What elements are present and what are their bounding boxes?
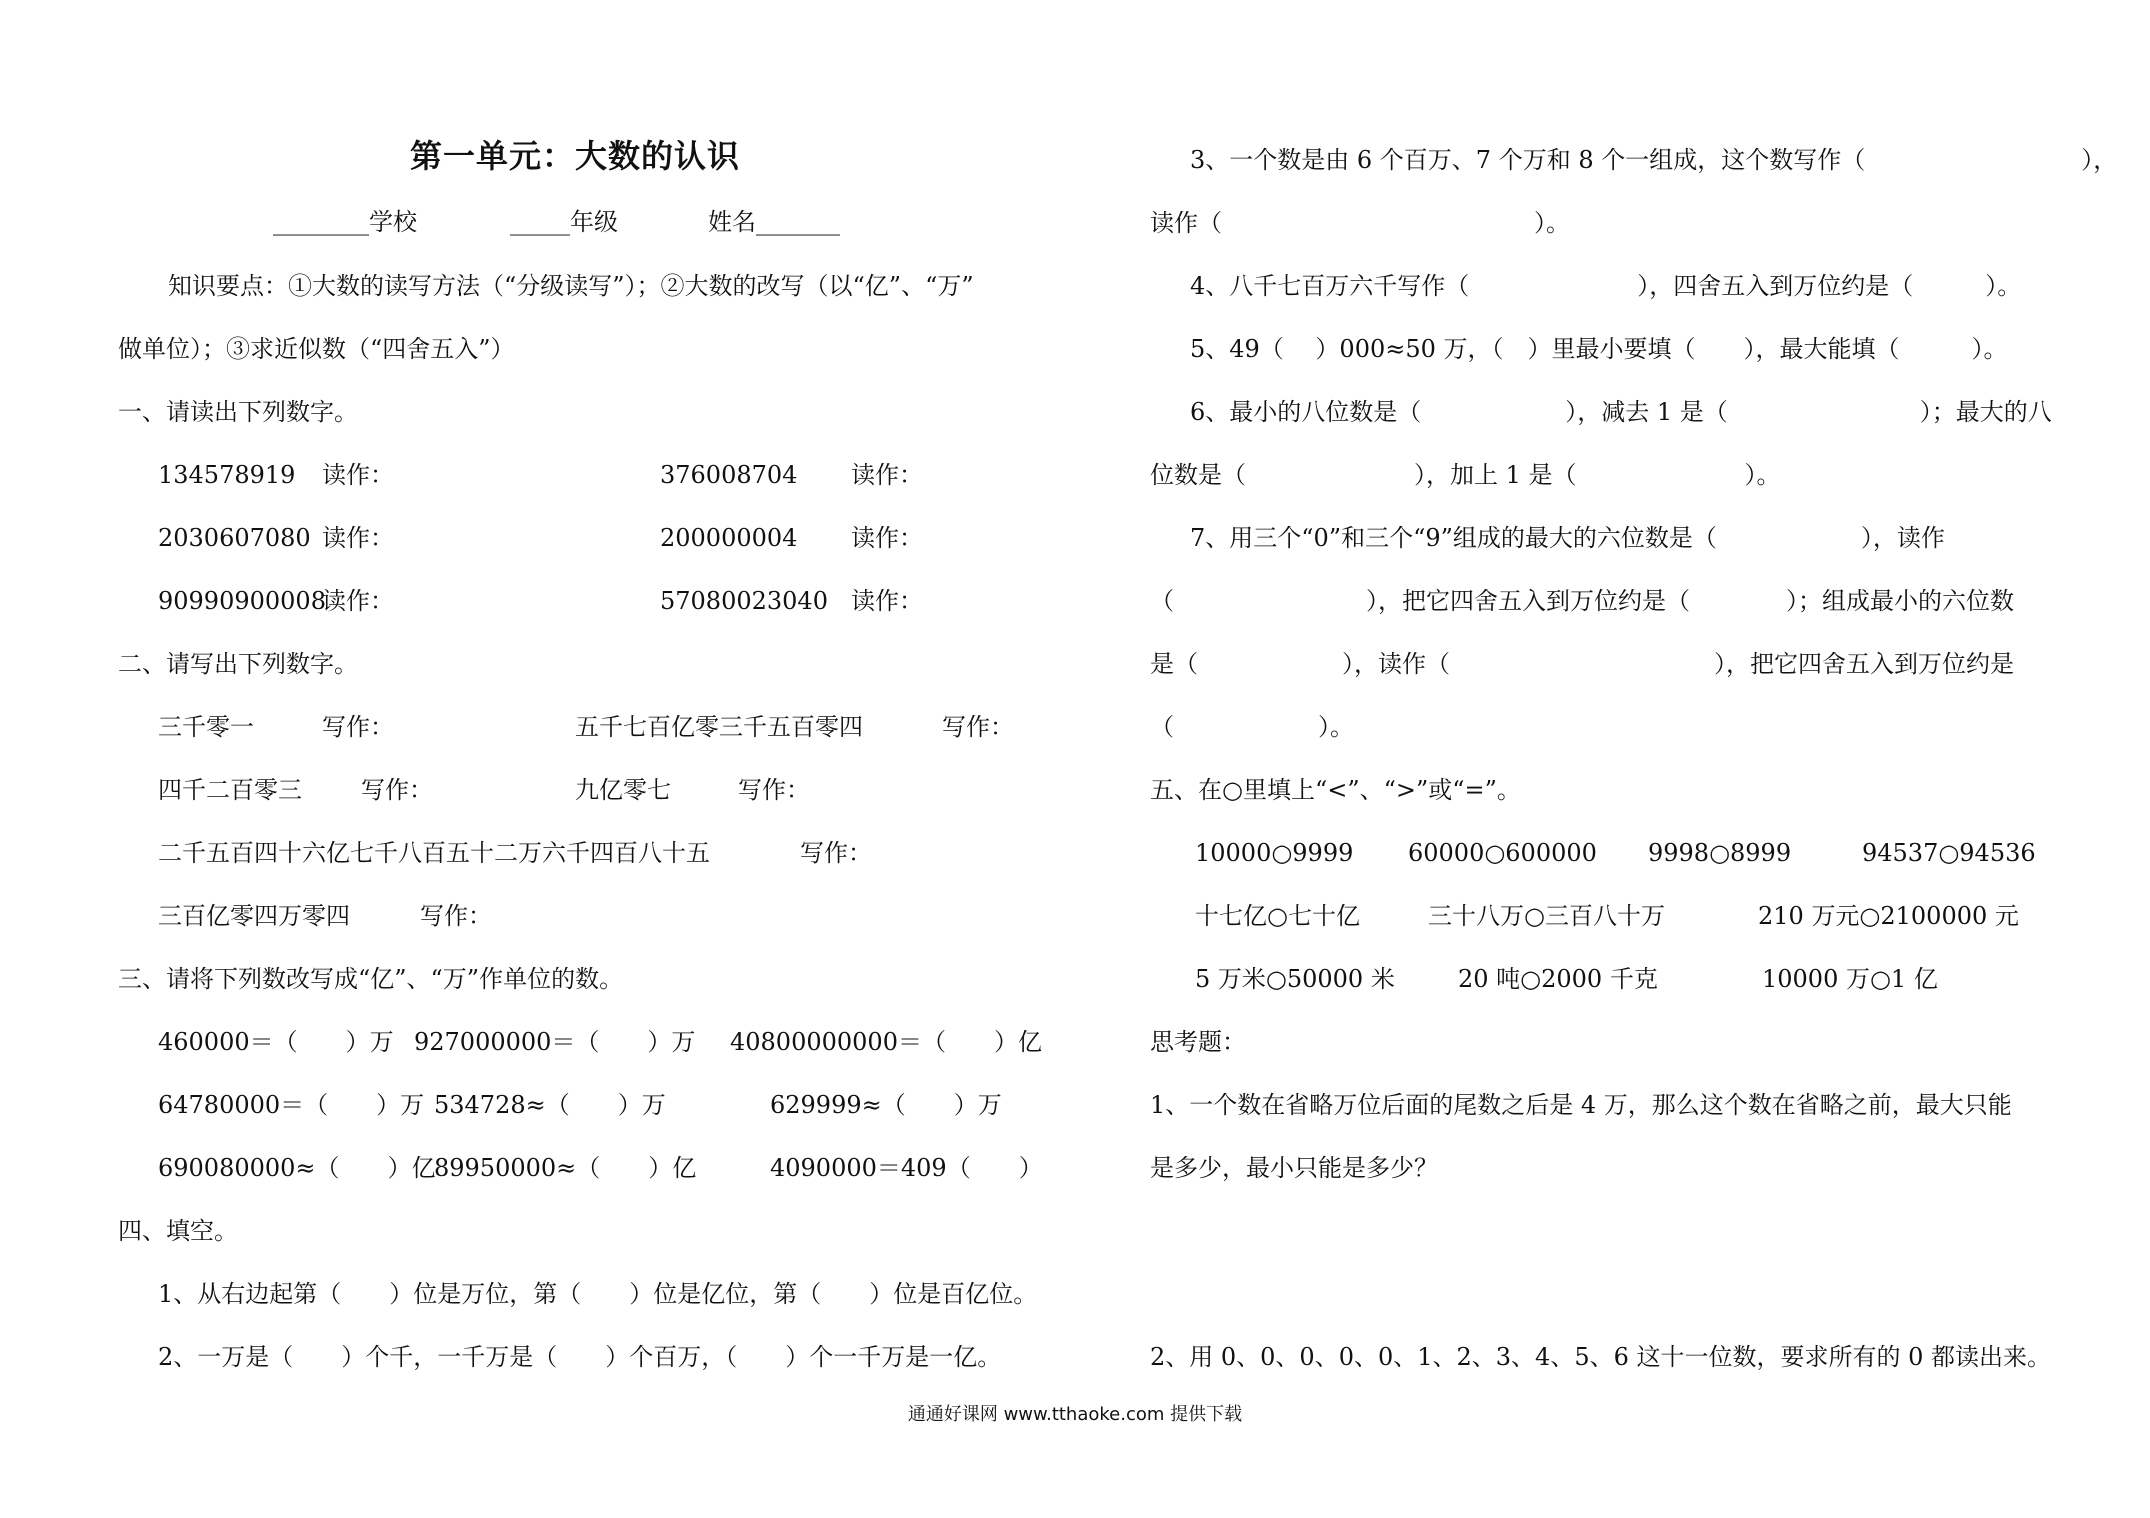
thinking-question-2: 2、用 0、0、0、0、0、1、2、3、4、5、6 这十一位数，要求所有的 0 都读出来。 (1150, 1343, 2052, 1371)
convert-item: 89950000≈（ ）亿 (434, 1154, 697, 1182)
knowledge-line-1: 知识要点：①大数的读写方法（“分级读写”）；②大数的改写（以“亿”、“万” (168, 272, 974, 300)
write-words: 三百亿零四万零四 (158, 902, 350, 930)
fill-question-3b: 读作（ ）。 (1150, 209, 1570, 237)
fill-question-7a: 7、用三个“0”和三个“9”组成的最大的六位数是（ ），读作 (1190, 524, 1945, 552)
write-label: 写作： (322, 713, 394, 741)
fill-question-5: 5、49（ ）000≈50 万，（ ）里最小要填（ ），最大能填（ ）。 (1190, 335, 2008, 363)
thinking-question-1b: 是多少，最小只能是多少？ (1150, 1154, 1438, 1182)
read-number: 134578919 (158, 461, 296, 489)
read-label: 读作： (322, 524, 394, 552)
write-label: 写作： (800, 839, 872, 867)
section2-heading: 二、请写出下列数字。 (118, 650, 358, 678)
fill-question-1: 1、从右边起第（ ）位是万位，第（ ）位是亿位，第（ ）位是百亿位。 (158, 1280, 1038, 1308)
section1-heading: 一、请读出下列数字。 (118, 398, 358, 426)
compare-item: 60000○600000 (1408, 839, 1597, 867)
read-number: 2030607080 (158, 524, 311, 552)
read-number: 57080023040 (660, 587, 828, 615)
compare-item: 94537○94536 (1862, 839, 2036, 867)
read-label: 读作： (322, 587, 394, 615)
read-label: 读作： (851, 461, 923, 489)
convert-item: 64780000＝（ ）万 (158, 1091, 425, 1119)
write-label: 写作： (738, 776, 810, 804)
fill-question-6a: 6、最小的八位数是（ ），减去 1 是（ ）；最大的八 (1190, 398, 2052, 426)
convert-item: 4090000＝409（ ） (770, 1154, 1043, 1182)
compare-item: 20 吨○2000 千克 (1458, 965, 1658, 993)
section3-heading: 三、请将下列数改写成“亿”、“万”作单位的数。 (118, 965, 624, 993)
read-number: 200000004 (660, 524, 798, 552)
write-label: 写作： (420, 902, 492, 930)
footer-credit: 通通好课网 www.tthaoke.com 提供下载 (907, 1404, 1243, 1425)
convert-item: 629999≈（ ）万 (770, 1091, 1002, 1119)
compare-item: 10000○9999 (1195, 839, 1354, 867)
compare-item: 三十八万○三百八十万 (1428, 902, 1665, 930)
school-field: ________学校 (273, 208, 417, 236)
grade-field: _____年级 (510, 208, 618, 236)
write-words: 九亿零七 (575, 776, 671, 804)
fill-question-6b: 位数是（ ），加上 1 是（ ）。 (1150, 461, 1781, 489)
thinking-heading: 思考题： (1150, 1028, 1246, 1056)
knowledge-line-2: 做单位）；③求近似数（“四舍五入”） (118, 335, 515, 363)
read-label: 读作： (851, 524, 923, 552)
write-words: 二千五百四十六亿七千八百五十二万六千四百八十五 (158, 839, 710, 867)
compare-item: 10000 万○1 亿 (1762, 965, 1938, 993)
compare-item: 9998○8999 (1648, 839, 1792, 867)
page-title: 第一单元：大数的认识 (410, 137, 741, 175)
read-number: 376008704 (660, 461, 798, 489)
convert-item: 534728≈（ ）万 (434, 1091, 666, 1119)
write-words: 五千七百亿零三千五百零四 (575, 713, 863, 741)
thinking-question-1a: 1、一个数在省略万位后面的尾数之后是 4 万，那么这个数在省略之前，最大只能 (1150, 1091, 2012, 1119)
compare-item: 5 万米○50000 米 (1195, 965, 1395, 993)
compare-item: 十七亿○七十亿 (1195, 902, 1360, 930)
fill-question-7b: （ ），把它四舍五入到万位约是（ ）；组成最小的六位数 (1150, 587, 2014, 615)
section4-heading: 四、填空。 (118, 1217, 238, 1245)
fill-question-7d: （ ）。 (1150, 713, 1354, 741)
write-label: 写作： (942, 713, 1014, 741)
fill-question-7c: 是（ ），读作（ ），把它四舍五入到万位约是 (1150, 650, 2014, 678)
fill-question-3a: 3、一个数是由 6 个百万、7 个万和 8 个一组成，这个数写作（ ）， (1190, 146, 2118, 174)
name-field: 姓名_______ (708, 208, 840, 236)
write-words: 三千零一 (158, 713, 254, 741)
read-number: 90990900008 (158, 587, 326, 615)
convert-item: 460000＝（ ）万 (158, 1028, 394, 1056)
convert-item: 40800000000＝（ ）亿 (730, 1028, 1042, 1056)
convert-item: 690080000≈（ ）亿 (158, 1154, 436, 1182)
read-label: 读作： (322, 461, 394, 489)
fill-question-2: 2、一万是（ ）个千，一千万是（ ）个百万，（ ）个一千万是一亿。 (158, 1343, 1002, 1371)
write-label: 写作： (361, 776, 433, 804)
compare-item: 210 万元○2100000 元 (1758, 902, 2019, 930)
convert-item: 927000000＝（ ）万 (414, 1028, 696, 1056)
section5-heading: 五、在○里填上“<”、“>”或“=”。 (1150, 776, 1521, 804)
write-words: 四千二百零三 (158, 776, 302, 804)
read-label: 读作： (851, 587, 923, 615)
fill-question-4: 4、八千七百万六千写作（ ），四舍五入到万位约是（ ）。 (1190, 272, 2022, 300)
